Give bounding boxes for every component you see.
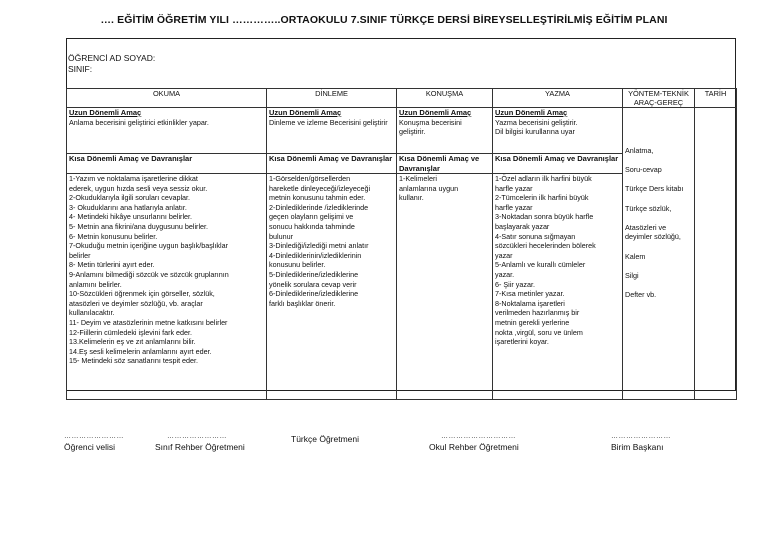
short-term-heading-yazma xyxy=(493,154,623,174)
konusma-items-cell xyxy=(397,174,493,400)
okuma-item: 11- Deyim ve atasözlerinin metne katkısını belirler xyxy=(69,317,228,327)
yazma-item: başlayarak yazar xyxy=(495,221,550,231)
dinleme-item: 5-Dinlediklerine/izlediklerine xyxy=(269,269,359,279)
okuma-item: 9-Anlamını bilmediği sözcük ve sözcük gruplarının xyxy=(69,269,229,279)
yazma-item: sözcükleri hecelerinden bölerek xyxy=(495,241,596,251)
signature-label: Türkçe Öğretmeni xyxy=(291,434,360,444)
long-term-text: Konuşma becerisini geliştirir. xyxy=(399,117,462,137)
yazma-items xyxy=(495,174,620,347)
yazma-item: metnin gerekli yerlerine xyxy=(495,317,570,327)
short-term-heading-konusma xyxy=(397,154,493,174)
signature-line: …………………… xyxy=(167,433,227,440)
signature-veli xyxy=(64,433,124,453)
yazma-item: 3-Noktadan sonra büyük harfle xyxy=(495,212,594,222)
okuma-item: ederek, uygun hızda sesli veya sessiz okur. xyxy=(69,183,208,193)
long-term-text: Dil bilgisi kurullarına uyar xyxy=(495,127,575,137)
konusma-items xyxy=(399,174,490,203)
okuma-item: 8- Metin türlerini ayırt eder. xyxy=(69,260,155,270)
column-header-okuma: OKUMA xyxy=(67,89,267,108)
short-term-heading: Kısa Dönemli Amaç ve Davranışlar xyxy=(495,154,619,163)
okuma-item: 10-Sözcükleri öğrenmek için görseller, sözlük, xyxy=(69,289,215,299)
long-term-heading: Uzun Dönemli Amaç xyxy=(399,108,472,117)
okuma-item: kullanılacaktır. xyxy=(69,308,115,318)
signature-line: ………………………… xyxy=(441,433,516,440)
yazma-items-cell xyxy=(493,174,623,400)
okuma-item: anlamını belirler. xyxy=(69,279,122,289)
student-class-label: SINIF: xyxy=(68,64,93,74)
dinleme-items xyxy=(269,174,394,308)
yazma-item: nokta ,virgül, soru ve ünlem xyxy=(495,327,583,337)
okuma-item: 4- Metindeki hikâye unsurlarını belirler. xyxy=(69,212,193,222)
tool-item: Türkçe Ders kitabı xyxy=(625,184,684,194)
dinleme-item: 6-Dinlediklerine/izlediklerine xyxy=(269,289,359,299)
signature-label: Sınıf Rehber Öğretmeni xyxy=(155,442,245,452)
long-term-okuma xyxy=(67,108,267,154)
yazma-item: 5-Anlamlı ve kurallı cümleler xyxy=(495,260,586,270)
yazma-item: 6- Şiir yazar. xyxy=(495,279,535,289)
signature-birim-baskani xyxy=(611,433,671,453)
yazma-item: 1-Özel adların ilk harfini büyük xyxy=(495,174,592,183)
signature-label: Birim Başkanı xyxy=(611,442,664,452)
dinleme-item: 4-Dinlediklerinin/izlediklerinin xyxy=(269,250,362,260)
tools-list xyxy=(625,108,692,300)
okuma-item: 1-Yazım ve noktalama işaretlerine dikkat xyxy=(69,174,198,183)
konusma-item: kullanır. xyxy=(399,193,424,203)
yazma-item: yazar. xyxy=(495,269,515,279)
column-header-konusma: KONUŞMA xyxy=(397,89,493,108)
okuma-item: 2-Okuduklarıyla ilgili soruları cevaplar. xyxy=(69,193,191,203)
student-name-label: ÖĞRENCİ AD SOYAD: xyxy=(68,53,156,63)
signature-line: …………………… xyxy=(611,433,671,440)
konusma-item: anlamlarına uygun xyxy=(399,183,459,193)
tool-item: Kalem xyxy=(625,251,646,261)
okuma-item: 6- Metnin konusunu belirler. xyxy=(69,231,158,241)
signature-turkce xyxy=(291,433,359,445)
tool-item: Silgi xyxy=(625,270,639,280)
long-term-text: Dinleme ve izleme Becerisini geliştirir xyxy=(269,117,388,127)
konusma-item: 1-Kelimeleri xyxy=(399,174,437,183)
okuma-item: 14.Eş sesli kelimelerin anlamlarını ayırt eder. xyxy=(69,346,212,356)
long-term-dinleme xyxy=(267,108,397,154)
long-term-text: Yazma becerisini geliştirir. xyxy=(495,117,578,127)
signature-sinif-rehber xyxy=(155,433,245,453)
yazma-item: işaretlerini koyar. xyxy=(495,337,549,347)
column-header-tarih: TARİH xyxy=(695,89,737,108)
column-header-dinleme: DİNLEME xyxy=(267,89,397,108)
education-plan-table xyxy=(66,88,737,400)
okuma-item: 15- Metindeki söz sanatlarını tespit eder. xyxy=(69,356,199,366)
tools-cell xyxy=(623,108,695,400)
okuma-item: atasözleri ve deyimler sözlüğü, vb. araçlar xyxy=(69,298,203,308)
dinleme-item: hareketle dinleyeceği/izleyeceği xyxy=(269,183,371,193)
dinleme-item: geçen olayların gelişimi ve xyxy=(269,212,354,222)
dinleme-item: 2-Dinlediklerinde /izlediklerinde xyxy=(269,202,369,212)
yazma-item: harfle yazar xyxy=(495,183,533,193)
tool-item: Defter vb. xyxy=(625,289,657,299)
yazma-item: 8-Noktalama işaretleri xyxy=(495,298,565,308)
okuma-items xyxy=(69,174,264,366)
table-header-row xyxy=(67,89,737,108)
signature-label: Öğrenci velisi xyxy=(64,442,116,452)
signature-okul-rehber xyxy=(429,433,519,453)
okuma-item: belirler xyxy=(69,250,91,260)
yazma-item: 7-Kısa metinler yazar. xyxy=(495,289,565,299)
okuma-item: 7-Okuduğu metnin içeriğine uygun başlık/başlıklar xyxy=(69,241,229,251)
tool-item: Atasözleri ve deyimler sözlüğü, xyxy=(625,222,681,242)
dinleme-item: 1-Görselden/görsellerden xyxy=(269,174,351,183)
long-term-konusma xyxy=(397,108,493,154)
short-term-heading: Kısa Dönemli Amaç ve Davranışlar xyxy=(399,154,480,173)
dinleme-item: farklı başlıklar önerir. xyxy=(269,298,336,308)
student-info xyxy=(68,53,155,75)
long-term-text: Anlama becerisini geliştirici etkinlikler yapar. xyxy=(69,117,209,127)
yazma-item: verilmeden hazırlanmış bir xyxy=(495,308,580,318)
dinleme-item: konusunu belirler. xyxy=(269,260,326,270)
dinleme-item: bulunur xyxy=(269,231,293,241)
column-header-yontem: YÖNTEM-TEKNİK ARAÇ-GEREÇ xyxy=(623,89,695,108)
okuma-item: 5- Metnin ana fikrini/ana duygusunu belirler. xyxy=(69,221,209,231)
column-header-yazma: YAZMA xyxy=(493,89,623,108)
okuma-item: 3- Okuduklarını ana hatlarıyla anlatır. xyxy=(69,202,187,212)
yazma-item: 2-Tümcelerin ilk harfini büyük xyxy=(495,193,589,203)
tool-item: Anlatma, xyxy=(625,146,654,155)
okuma-items-cell xyxy=(67,174,267,400)
dinleme-item: 3-Dinlediği/izlediği metni anlatır xyxy=(269,241,369,251)
long-term-yazma xyxy=(493,108,623,154)
short-term-heading: Kısa Dönemli Amaç ve Davranışlar xyxy=(69,154,193,163)
tool-item: Soru-cevap xyxy=(625,165,662,175)
long-term-heading: Uzun Dönemli Amaç xyxy=(495,108,568,117)
signature-label: Okul Rehber Öğretmeni xyxy=(429,442,519,452)
short-term-heading-okuma xyxy=(67,154,267,174)
long-term-row xyxy=(67,108,737,154)
yazma-item: yazar xyxy=(495,250,513,260)
dinleme-items-cell xyxy=(267,174,397,400)
dinleme-item: metnin konusunu tahmin eder. xyxy=(269,193,366,203)
long-term-heading: Uzun Dönemli Amaç xyxy=(69,108,142,117)
dinleme-item: yönelik sorulara cevap verir xyxy=(269,279,357,289)
long-term-heading: Uzun Dönemli Amaç xyxy=(269,108,342,117)
okuma-item: 12-Fiillerin cümledeki işlevini fark eder. xyxy=(69,327,193,337)
short-term-heading-dinleme xyxy=(267,154,397,174)
document-title: …. EĞİTİM ÖĞRETİM YILI …………..ORTAOKULU 7.SINIF TÜRKÇE DERSİ BİREYSELLEŞTİRİLMİŞ EĞİTİM PLANI xyxy=(100,14,668,26)
dinleme-item: sonucu hakkında tahminde xyxy=(269,221,355,231)
yazma-item: harfle yazar xyxy=(495,202,533,212)
short-term-heading: Kısa Dönemli Amaç ve Davranışlar xyxy=(269,154,393,163)
tool-item: Türkçe sözlük, xyxy=(625,203,672,213)
signature-line: …………………… xyxy=(64,433,124,440)
yazma-item: 4-Satır sonuna sığmayan xyxy=(495,231,576,241)
date-cell xyxy=(695,108,737,400)
okuma-item: 13.Kelimelerin eş ve zıt anlamlarını bilir. xyxy=(69,337,196,347)
